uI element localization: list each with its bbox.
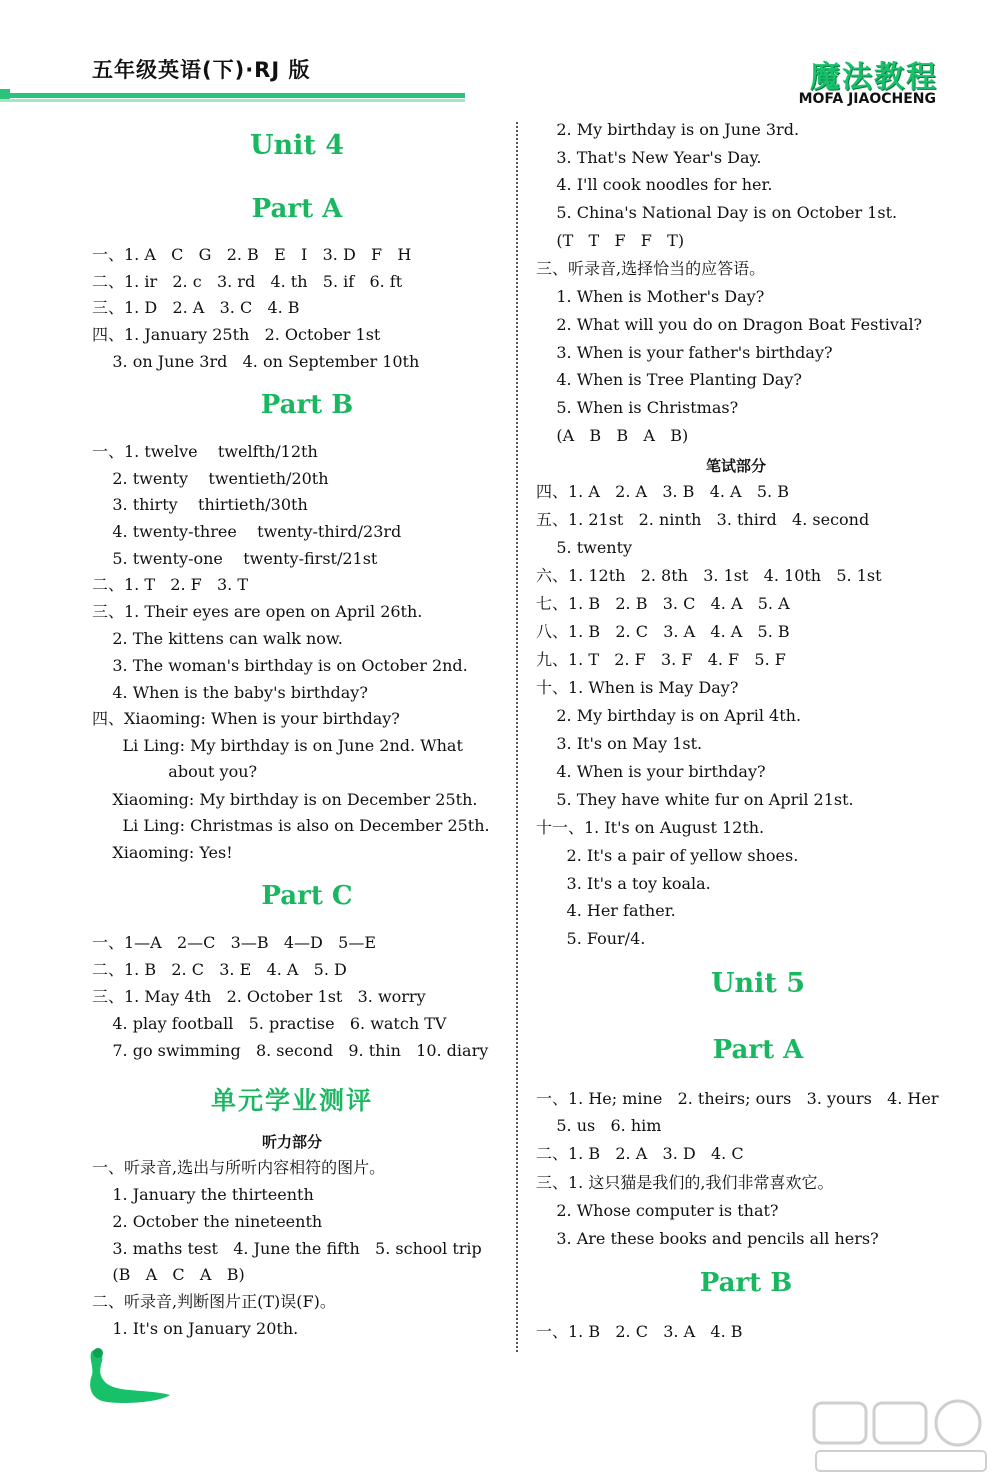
answer-line: 5. twenty xyxy=(536,538,633,557)
unit4-partB-heading: Part B xyxy=(260,390,354,420)
answer-line: 4. When is your birthday? xyxy=(536,762,766,781)
book-title: 五年级英语(下)·RJ 版 xyxy=(92,58,311,82)
answer-line: 2. It's a pair of yellow shoes. xyxy=(536,846,799,865)
written-heading: 笔试部分 xyxy=(705,457,766,475)
answer-line: 2. twenty twentieth/20th xyxy=(92,469,329,488)
answer-line: 三、1. May 4th 2. October 1st 3. worry xyxy=(92,987,426,1006)
answer-line: 3. It's a toy koala. xyxy=(536,874,711,893)
answer-line: 3. on June 3rd 4. on September 10th xyxy=(92,352,420,371)
answer-line: 十一、1. It's on August 12th. xyxy=(536,818,765,837)
answer-line: 3. The woman's birthday is on October 2nd. xyxy=(92,656,468,675)
unit4-partC-heading: Part C xyxy=(261,881,353,911)
answer-line: 二、听录音,判断图片正(T)误(F)。 xyxy=(92,1292,336,1311)
answer-line: 3. That's New Year's Day. xyxy=(536,148,762,167)
answer-line: 一、1. A C G 2. B E I 3. D F H xyxy=(92,245,412,264)
listening-heading: 听力部分 xyxy=(261,1133,322,1151)
answer-line: 4. play football 5. practise 6. watch TV xyxy=(92,1014,447,1033)
answer-line: 三、1. D 2. A 3. C 4. B xyxy=(92,298,300,317)
unit5-partB-heading: Part B xyxy=(699,1268,793,1298)
answer-line: 1. January the thirteenth xyxy=(92,1185,314,1204)
answer-line: 四、1. January 25th 2. October 1st xyxy=(92,325,381,344)
unit5-heading: Unit 5 xyxy=(710,968,806,999)
answer-line: 七、1. B 2. B 3. C 4. A 5. A xyxy=(536,594,790,613)
answer-line: 7. go swimming 8. second 9. thin 10. diary xyxy=(92,1041,489,1060)
answer-line: 5. us 6. him xyxy=(536,1116,662,1135)
answer-line: 4. I'll cook noodles for her. xyxy=(536,175,773,194)
answer-line: Xiaoming: Yes! xyxy=(92,843,233,862)
answer-line: 四、1. A 2. A 3. B 4. A 5. B xyxy=(536,482,789,501)
answer-line: 二、1. ir 2. c 3. rd 4. th 5. if 6. ft xyxy=(92,272,403,291)
answer-line: 2. Whose computer is that? xyxy=(536,1201,779,1220)
answer-line: 2. The kittens can walk now. xyxy=(92,629,343,648)
header-rule-light xyxy=(0,99,465,102)
answer-line: 四、Xiaoming: When is your birthday? xyxy=(92,709,400,728)
unit4-heading: Unit 4 xyxy=(249,130,345,161)
column-divider xyxy=(516,122,518,1352)
page-header xyxy=(0,0,1000,112)
answer-line: 一、1. He; mine 2. theirs; ours 3. yours 4. Her xyxy=(536,1089,939,1108)
unit5-partA-heading: Part A xyxy=(712,1035,804,1065)
brand-subtitle: MOFA JIAOCHENG xyxy=(798,91,936,107)
answer-line: 2. My birthday is on June 3rd. xyxy=(536,120,800,139)
answer-line: 5. They have white fur on April 21st. xyxy=(536,790,854,809)
answer-line: 5. China's National Day is on October 1st. xyxy=(536,203,898,222)
answer-line: 一、1. B 2. C 3. A 4. B xyxy=(536,1322,743,1341)
answer-line: 3. maths test 4. June the fifth 5. school trip xyxy=(92,1239,482,1258)
answer-line: 5. Four/4. xyxy=(536,929,646,948)
answer-line: 5. twenty-one twenty-first/21st xyxy=(92,549,378,568)
answer-line: 二、1. B 2. A 3. D 4. C xyxy=(536,1144,744,1163)
answer-line: 4. When is the baby's birthday? xyxy=(92,683,368,702)
answer-line: 一、1. twelve twelfth/12th xyxy=(92,442,318,461)
answer-line: 3. It's on May 1st. xyxy=(536,734,703,753)
answer-line: 五、1. 21st 2. ninth 3. third 4. second xyxy=(536,510,870,529)
answer-line: 4. Her father. xyxy=(536,901,676,920)
answer-line: 1. It's on January 20th. xyxy=(92,1319,299,1338)
assessment-heading: 单元学业测评 xyxy=(210,1086,373,1115)
answer-line: 二、1. B 2. C 3. E 4. A 5. D xyxy=(92,960,347,979)
answer-line: 八、1. B 2. C 3. A 4. A 5. B xyxy=(536,622,790,641)
answer-line: 4. When is Tree Planting Day? xyxy=(536,370,802,389)
answer-line: 三、1. 这只猫是我们的,我们非常喜欢它。 xyxy=(536,1173,834,1192)
brand-logo: 魔法教程 xyxy=(810,60,938,95)
answer-line: 三、听录音,选择恰当的应答语。 xyxy=(536,259,766,278)
answer-line: 3. thirty thirtieth/30th xyxy=(92,495,308,514)
answer-line: 2. What will you do on Dragon Boat Festival? xyxy=(536,315,923,334)
answer-line: 一、听录音,选出与所听内容相符的图片。 xyxy=(92,1158,386,1177)
answer-line: 5. When is Christmas? xyxy=(536,398,739,417)
unit4-partA-heading: Part A xyxy=(251,194,343,224)
answer-line: 3. When is your father's birthday? xyxy=(536,343,833,362)
answer-line: Xiaoming: My birthday is on December 25th. xyxy=(92,790,478,809)
answer-line: (B A C A B) xyxy=(92,1265,245,1284)
answer-line: 三、1. Their eyes are open on April 26th. xyxy=(92,602,423,621)
answer-line: 九、1. T 2. F 3. F 4. F 5. F xyxy=(536,650,786,669)
answer-line: about you? xyxy=(92,762,258,781)
answer-line: 2. October the nineteenth xyxy=(92,1212,323,1231)
header-rule xyxy=(0,93,465,98)
answer-line: 一、1—A 2—C 3—B 4—D 5—E xyxy=(92,933,376,952)
watermark-logo xyxy=(806,1397,996,1477)
answer-line: Li Ling: Christmas is also on December 25th. xyxy=(92,816,490,835)
answer-line: Li Ling: My birthday is on June 2nd. What xyxy=(92,736,463,755)
answer-line: 1. When is Mother's Day? xyxy=(536,287,765,306)
answer-line: 3. Are these books and pencils all hers? xyxy=(536,1229,879,1248)
answer-line: 十、1. When is May Day? xyxy=(536,678,739,697)
answer-line: (A B B A B) xyxy=(536,426,689,445)
answer-line: 六、1. 12th 2. 8th 3. 1st 4. 10th 5. 1st xyxy=(536,566,882,585)
answer-line: 4. twenty-three twenty-third/23rd xyxy=(92,522,402,541)
answer-line: 二、1. T 2. F 3. T xyxy=(92,575,249,594)
page-number: 216 xyxy=(116,1374,148,1392)
answer-line: (T T F F T) xyxy=(536,231,685,250)
answer-line: 2. My birthday is on April 4th. xyxy=(536,706,802,725)
